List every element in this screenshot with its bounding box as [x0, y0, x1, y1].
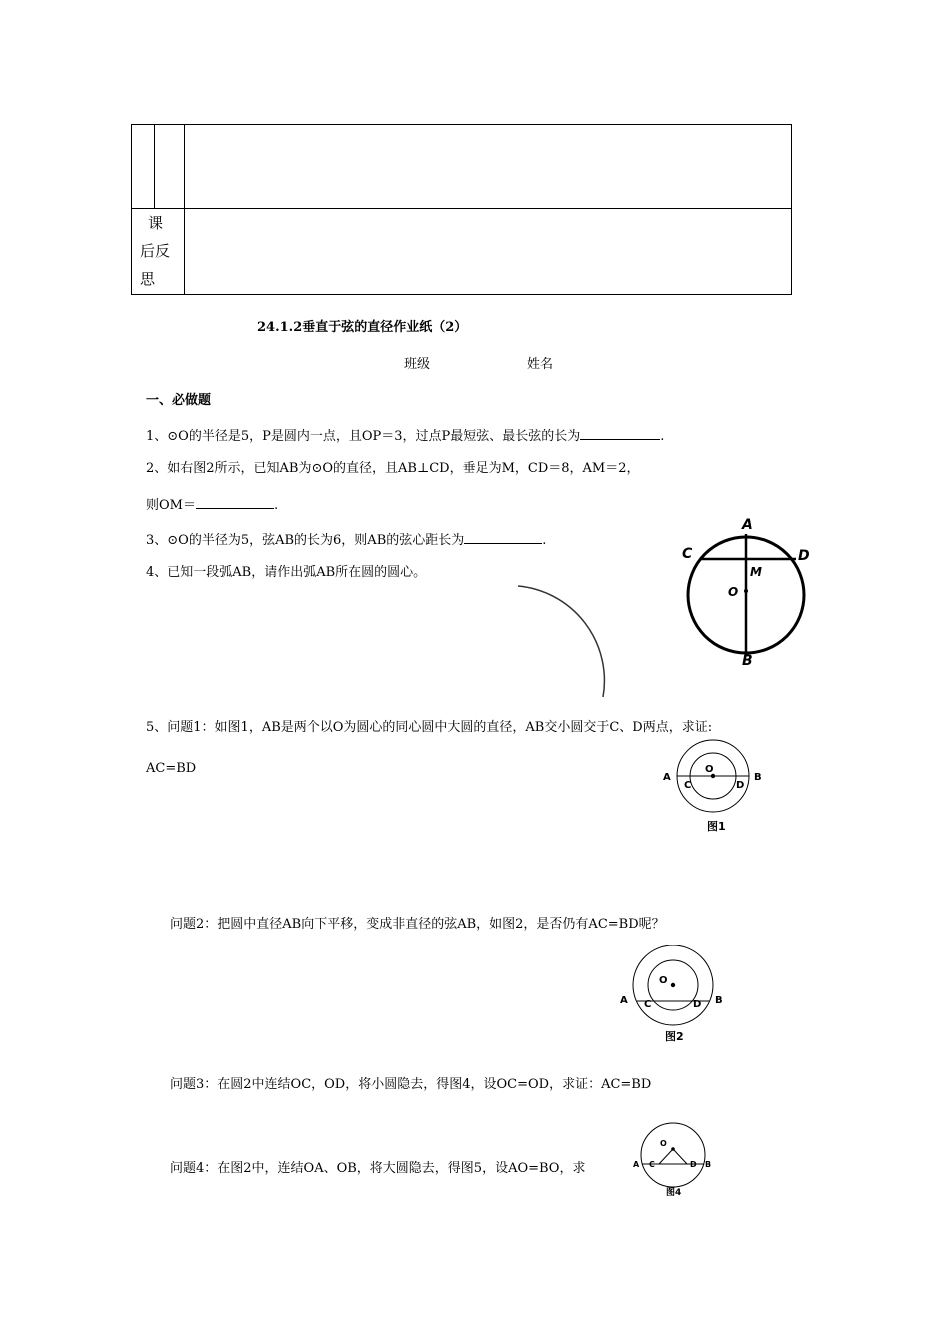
table-divider	[132, 208, 791, 209]
name-label: 姓名	[527, 357, 554, 372]
answer-blank	[464, 531, 542, 544]
center-point	[671, 1147, 675, 1151]
answer-blank	[196, 496, 274, 509]
label-a: A	[620, 995, 628, 1006]
figure-1-caption: 图1	[707, 820, 726, 833]
center-point	[671, 983, 675, 987]
question-3	[146, 531, 546, 549]
problem-4: 问题4：在图2中，连结OA、OB，将大圆隐去，得图5，设AO=BO，求	[170, 1161, 586, 1176]
arc-ab	[518, 586, 604, 697]
label-c: C	[649, 1160, 655, 1169]
figure-2	[615, 945, 730, 1045]
reflection-label-line: 后反	[140, 242, 171, 260]
label-b: B	[715, 995, 723, 1006]
question-2-line2	[146, 496, 278, 514]
question-2-end: .	[273, 498, 279, 513]
table-divider	[154, 125, 155, 208]
label-b: B	[754, 772, 762, 783]
arc-figure	[500, 575, 630, 705]
question-2: 2、如右图2所示，已知AB为⊙O的直径，且AB⊥CD，垂足为M，CD＝8，AM＝2，	[146, 461, 640, 476]
figure-4-caption: 图4	[666, 1188, 682, 1198]
question-1-end: .	[660, 429, 665, 444]
label-o: O	[705, 764, 714, 775]
label-a: A	[633, 1160, 640, 1169]
class-label: 班级	[404, 357, 431, 372]
figure-4	[630, 1122, 720, 1202]
problem-3: 问题3：在圆2中连结OC，OD，将小圆隐去，得图4，设OC=OD，求证：AC=BD	[170, 1077, 652, 1092]
main-circle-figure	[675, 512, 825, 672]
figure-2-caption: 图2	[665, 1030, 684, 1043]
problem-2: 问题2：把圆中直径AB向下平移，变成非直径的弦AB，如图2，是否仍有AC=BD呢？	[170, 917, 665, 932]
label-d: D	[798, 548, 810, 564]
label-c: C	[684, 780, 692, 791]
label-c: C	[644, 999, 652, 1010]
label-d: D	[736, 780, 745, 791]
question-5-line2: AC=BD	[146, 761, 197, 776]
header-table	[131, 124, 792, 295]
label-a: A	[663, 772, 671, 783]
section-heading: 一、必做题	[146, 393, 212, 408]
question-1	[146, 427, 664, 445]
segment-od	[673, 1149, 687, 1164]
segment-oc	[659, 1149, 673, 1164]
reflection-label	[140, 209, 170, 293]
worksheet-title: 24.1.2垂直于弦的直径作业纸（2）	[257, 320, 468, 335]
outer-circle	[641, 1123, 705, 1187]
figure-1	[655, 736, 775, 836]
table-divider	[184, 125, 185, 295]
center-point	[744, 589, 748, 593]
label-c: C	[682, 546, 693, 562]
question-3-end: .	[542, 533, 547, 548]
label-d: D	[693, 999, 702, 1010]
question-4: 4、已知一段弧AB，请作出弧AB所在圆的圆心。	[146, 565, 427, 580]
question-2-line2-text: 则OM＝	[146, 498, 196, 513]
label-o: O	[660, 1139, 667, 1148]
label-o: O	[728, 585, 739, 599]
reflection-label-line: 思	[140, 270, 156, 288]
question-5: 5、问题1：如图1，AB是两个以O为圆心的同心圆中大圆的直径，AB交小圆交于C、D两点，求证:	[146, 720, 713, 735]
label-d: D	[690, 1160, 697, 1169]
question-3-text: 3、⊙O的半径为5，弦AB的长为6，则AB的弦心距长为	[146, 533, 465, 548]
answer-blank	[580, 427, 660, 440]
label-a: A	[742, 517, 753, 533]
reflection-label-line: 课	[148, 214, 164, 232]
question-1-text: 1、⊙O的半径是5，P是圆内一点，且OP＝3，过点P最短弦、最长弦的长为	[146, 429, 581, 444]
label-o: O	[659, 975, 668, 986]
label-m: M	[750, 565, 762, 579]
label-b: B	[742, 653, 753, 669]
label-b: B	[705, 1160, 712, 1169]
